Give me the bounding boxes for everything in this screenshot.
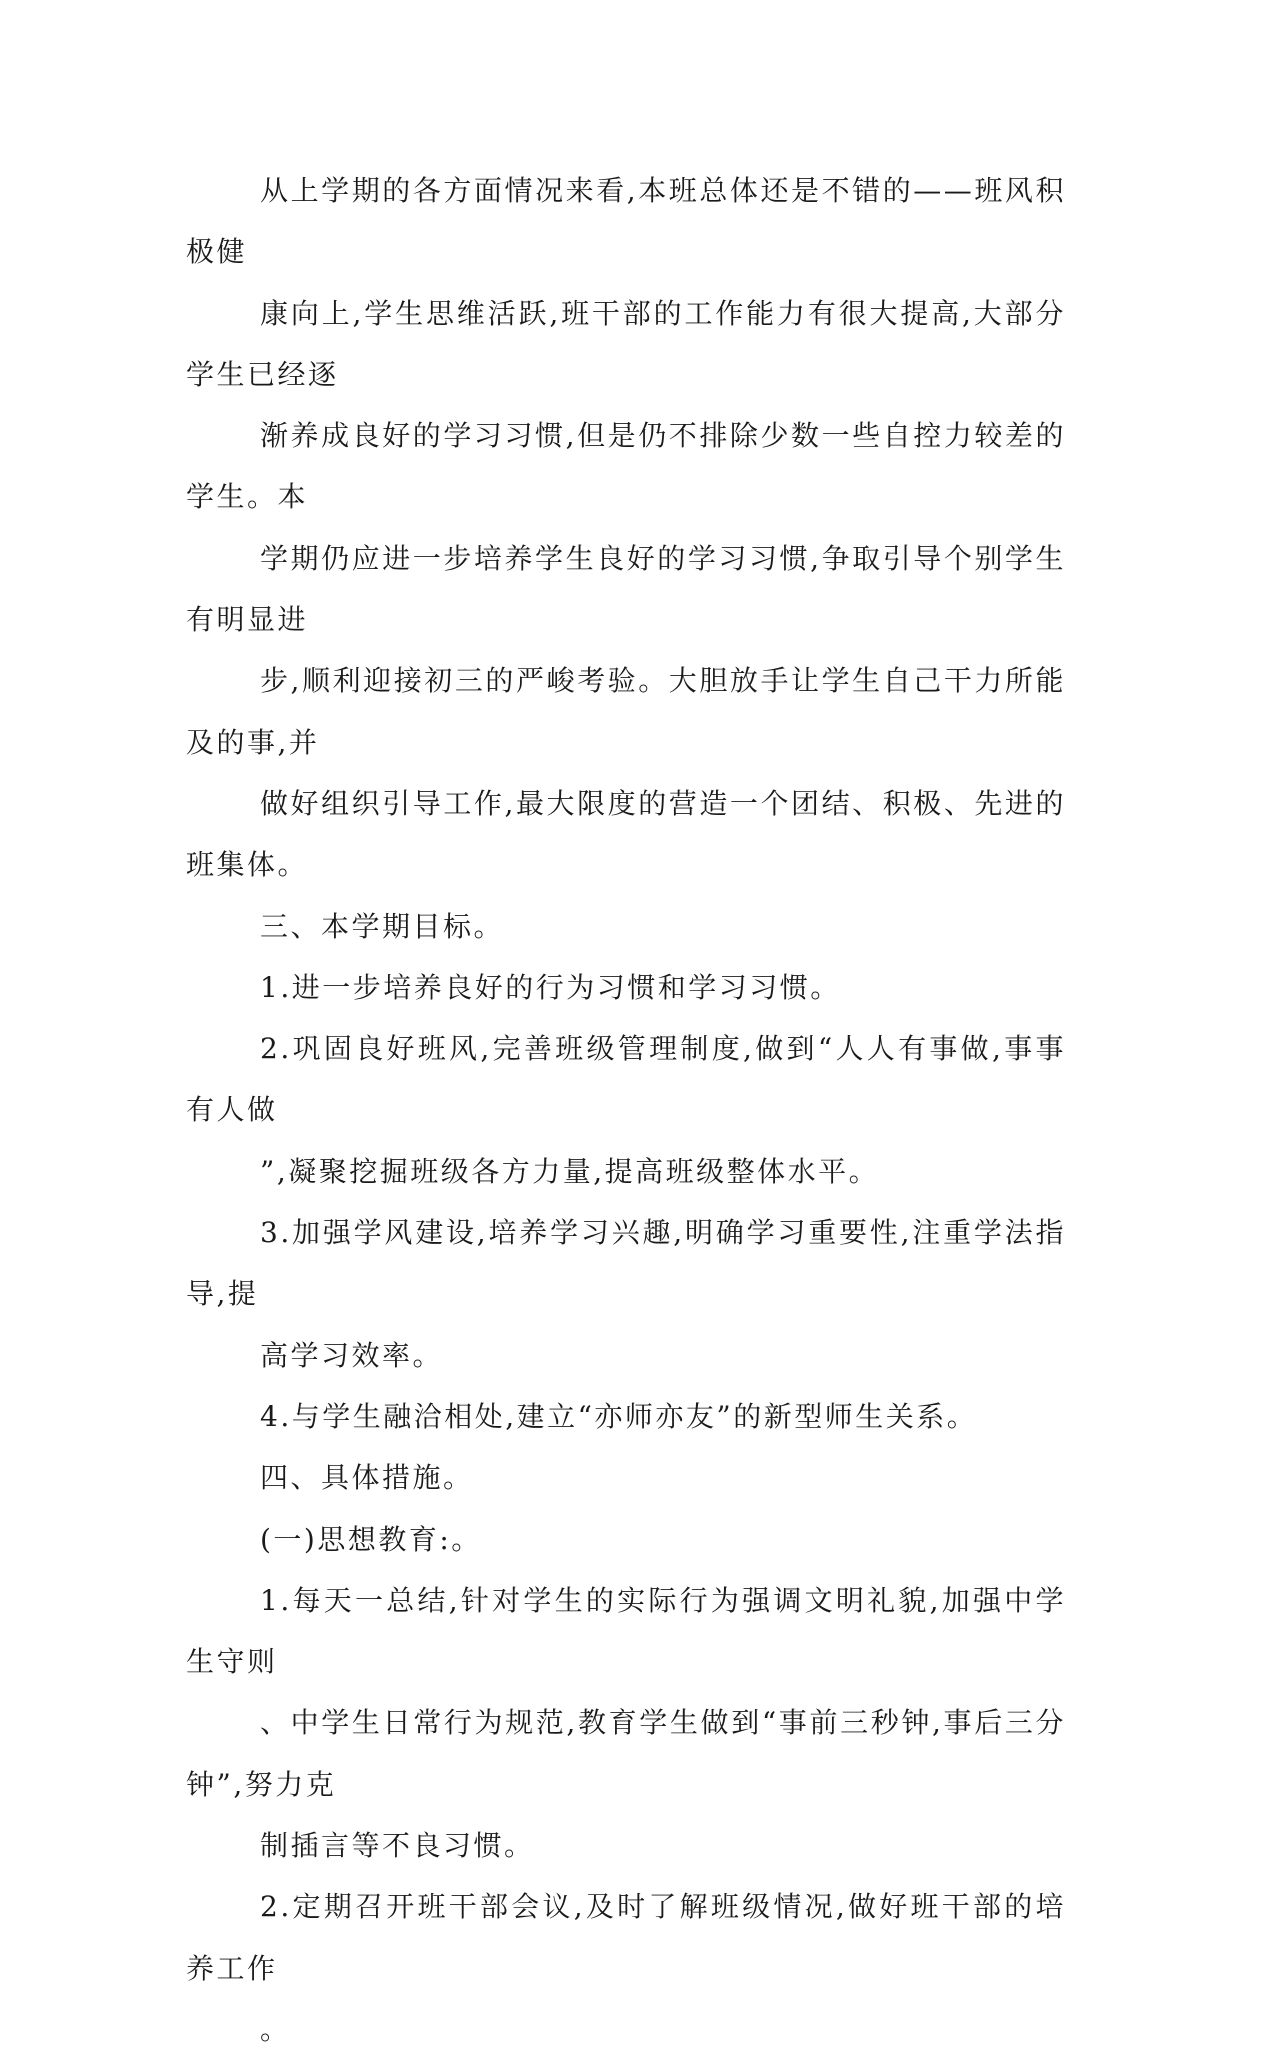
document-page (186, 160, 1066, 2060)
subheading-ideological-education (186, 1509, 1066, 1570)
text-line: 做好组织引导工作,最大限度的营造一个团结、积极、先进的班集体。 (186, 786, 1066, 882)
heading-text: (一)思想教育:。 (260, 1522, 482, 1556)
heading-text: 四、具体措施。 (260, 1461, 474, 1495)
text-line: ”,凝聚挖掘班级各方力量,提高班级整体水平。 (260, 1154, 880, 1188)
goal-item-1 (186, 957, 1066, 1018)
text-line: 2.巩固良好班风,完善班级管理制度,做到“人人有事做,事事有人做 (186, 1032, 1066, 1127)
text-line: 从上学期的各方面情况来看,本班总体还是不错的——班风积极健 (186, 174, 1066, 269)
text-line: 3.加强学风建设,培养学习兴趣,明确学习重要性,注重学法指导,提 (186, 1216, 1066, 1311)
text-line: 2.定期召开班干部会议,及时了解班级情况,做好班干部的培养工作 (186, 1890, 1066, 1985)
text-line: 、中学生日常行为规范,教育学生做到“事前三秒钟,事后三分钟”,努力克 (186, 1706, 1066, 1801)
text-line: 4.与学生融洽相处,建立“亦师亦友”的新型师生关系。 (260, 1399, 978, 1433)
text-line: 。 (260, 2012, 291, 2046)
text-line: 制插言等不良习惯。 (260, 1829, 535, 1863)
section-heading-goals (186, 896, 1066, 957)
intro-paragraph (186, 160, 1066, 896)
measure-item-2 (186, 1876, 1066, 2060)
text-line: 1.进一步培养良好的行为习惯和学习习惯。 (260, 970, 841, 1004)
section-heading-measures (186, 1447, 1066, 1508)
text-line: 学期仍应进一步培养学生良好的学习习惯,争取引导个别学生有明显进 (186, 541, 1066, 637)
text-line: 高学习效率。 (260, 1338, 444, 1372)
goal-item-4 (186, 1386, 1066, 1447)
text-line: 康向上,学生思维活跃,班干部的工作能力有很大提高,大部分学生已经逐 (186, 296, 1066, 391)
text-line: 步,顺利迎接初三的严峻考验。大胆放手让学生自己干力所能及的事,并 (186, 664, 1066, 759)
goal-item-3 (186, 1202, 1066, 1386)
text-line: 渐养成良好的学习习惯,但是仍不排除少数一些自控力较差的学生。本 (186, 419, 1066, 514)
heading-text: 三、本学期目标。 (260, 909, 505, 943)
goal-item-2 (186, 1018, 1066, 1202)
text-line: 1.每天一总结,针对学生的实际行为强调文明礼貌,加强中学生守则 (186, 1583, 1066, 1679)
measure-item-1 (186, 1570, 1066, 1876)
